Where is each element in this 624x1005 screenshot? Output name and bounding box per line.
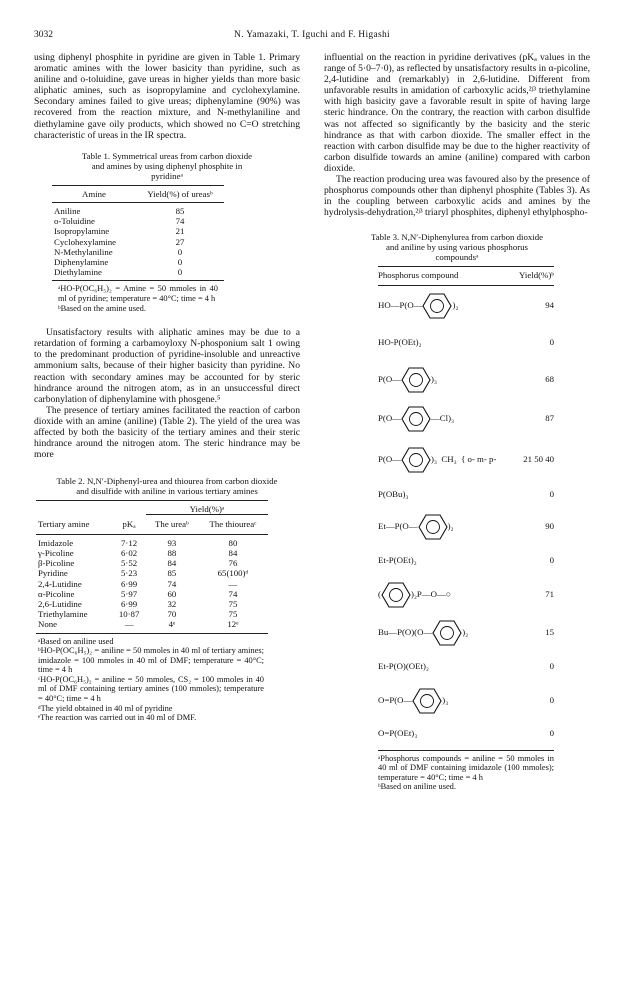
table-header-cell: The thioureaᶜ <box>198 515 268 534</box>
yield-value: 68 <box>545 373 554 384</box>
table-cell: 6·99 <box>121 598 138 609</box>
yield-value: 0 <box>549 660 554 671</box>
yield-value: 15 <box>545 626 554 637</box>
table3-caption: Table 3. N,N′-Diphenylurea from carbon dioxide and aniline by using various phosphorus compoundsᵃ <box>370 232 544 263</box>
table3-rows <box>378 286 554 748</box>
table-cell: o-Toluidine <box>54 216 95 227</box>
phosphorus-compound <box>378 514 454 540</box>
yield-value: 90 <box>545 520 554 531</box>
table-row <box>52 202 224 216</box>
table1-footnote-a: ᵃHO-P(OC₆H₅)₂ = Amine = 50 mmoles in 40 ml of pyridine; temperature = 40°C; time = 4 h <box>58 284 218 303</box>
table-cell: N-Methylaniline <box>54 246 113 257</box>
phosphorus-compound <box>378 582 451 608</box>
phosphorus-compound <box>378 293 458 319</box>
table-cell: 21 <box>175 226 185 237</box>
table-header-row <box>378 266 554 285</box>
compound-prefix: HO-P(OEt)₂ <box>378 336 422 347</box>
phosphorus-compound <box>378 447 496 473</box>
table-cell: 74 <box>175 216 185 227</box>
compound-prefix: P(O— <box>378 373 401 384</box>
table-cell: 76 <box>228 558 238 569</box>
table-header-cell: Tertiary amine <box>36 515 112 534</box>
benzene-ring-icon <box>432 620 462 646</box>
running-head <box>34 30 590 44</box>
table2-footnote: ᶜHO-P(OC₆H₅)₂ = aniline = 50 mmoles, CS₂ = 100 mmoles in 40 ml of DMF containing tertiary amines (100 mmoles); temperature = 40°C; time = 4 h <box>38 674 264 704</box>
paragraph: using diphenyl phosphite in pyridine are given in Table 1. Primary aromatic amines with the lower basicity than pyridine, such as aniline and o-toluidine, gave ureas in higher yields than more basic aliphatic amines, such as isopropylamine and cyclohexylamine. Secondary amines failed to give ureas; diphenylamine (90%) was recovered from the reaction mixture, and N-methylaniline and diethylamine gave oily products, which showed no C=O stretching characteristic of ureas in the IR spectra. <box>34 52 300 141</box>
table-cell: Cyclohexylamine <box>54 236 117 247</box>
table-row <box>36 609 268 619</box>
phosphorus-compound <box>378 728 417 739</box>
table-header-row <box>52 185 224 202</box>
table-row <box>36 548 268 558</box>
compound-suffix: )₂ <box>452 299 459 310</box>
table-row <box>52 257 224 267</box>
table-row <box>52 267 224 281</box>
table-cell: 93 <box>167 537 177 548</box>
compound-prefix: Et-P(OEt)₂ <box>378 554 417 565</box>
table-cell: 7·12 <box>121 537 138 548</box>
table-cell: 74 <box>228 588 238 599</box>
table-cell: 5·23 <box>121 568 138 579</box>
table-cell: 0 <box>177 256 183 267</box>
paragraph: influential on the reaction in pyridine derivatives (pKₐ values in the range of 5·0–7·0), as reflected by unsatisfactory results in α-picoline, 2,4-lutidine and (remarkably) in 2,6-lutidine. Different from unfavorable results in amidation of carboxylic acids,²ʲ³ triethylamine with high basicity gave a favorable result in spite of having large steric hindrance. On the contrary, the reaction with carbon disulfide was not affected so significantly by the basicity and the steric hindrance as that with carbon dioxide. The smaller effect in the reaction with carbon disulfide may be due to the higher reactivity of carbon disulfide towards an amine (aniline) compared with carbon dioxide. <box>324 52 590 174</box>
table-cell: 85 <box>175 205 185 216</box>
table-row <box>52 237 224 247</box>
table-row <box>378 614 554 652</box>
table-row <box>36 558 268 568</box>
table-cell: 5·97 <box>121 588 138 599</box>
benzene-ring-icon <box>401 367 431 393</box>
compound-suffix: )₃ <box>430 373 437 384</box>
table-row <box>378 482 554 508</box>
table-cell: 65(100)ᵈ <box>217 568 249 579</box>
benzene-ring-icon <box>418 514 448 540</box>
yield-value: 87 <box>545 412 554 423</box>
yield-value: 0 <box>549 336 554 347</box>
phosphorus-compound <box>378 661 429 672</box>
benzene-ring-icon <box>381 582 411 608</box>
table-cell: 4ᵉ <box>146 619 198 633</box>
compound-prefix: P(O— <box>378 412 401 423</box>
table3-footnote-a: ᵃPhosphorus compounds = aniline = 50 mmoles in 40 ml of DMF containing imidazole (100 mmoles); temperature = 40°C; time = 4 h <box>378 753 554 782</box>
table-cell: 75 <box>228 609 238 620</box>
table-cell: α-Picoline <box>38 588 75 599</box>
table-row <box>378 682 554 720</box>
benzene-ring-icon <box>401 406 431 432</box>
table-cell: — <box>228 578 238 589</box>
compound-prefix: Et—P(O— <box>378 520 418 531</box>
table-header-cell: The ureaᵇ <box>146 515 198 534</box>
benzene-ring-icon <box>401 447 431 473</box>
yield-value: 21 50 40 <box>523 453 554 464</box>
table2-footnote: ᵇHO-P(OC₆H₅)₂ = aniline = 50 mmoles in 40 ml of tertiary amines; imidazole = 100 mmoles in 40 ml of DMF; temperature = 40°C; time = 4 h <box>38 646 264 675</box>
table-header-cell: pKₐ <box>112 515 146 534</box>
phosphorus-compound <box>378 489 408 500</box>
table-cell: 88 <box>167 547 177 558</box>
left-column <box>34 52 300 723</box>
compound-prefix: Et-P(O)(OEt)₂ <box>378 660 429 671</box>
table3 <box>378 266 554 791</box>
yield-value: 0 <box>549 488 554 499</box>
yield-value: 0 <box>549 727 554 738</box>
table-cell: 84 <box>228 547 238 558</box>
paragraph: The presence of tertiary amines facilitated the reaction of carbon dioxide with an amine (aniline) (Table 2). The yield of the urea was affected by both the basicity of the tertiary amines and their steric hindrance around the nitrogen atom. The steric hindrance may be more <box>34 404 300 461</box>
right-column <box>324 52 590 792</box>
table-row <box>36 589 268 599</box>
table-row <box>378 720 554 748</box>
compound-suffix: )₂ <box>462 626 469 637</box>
table-cell: 70 <box>167 609 177 620</box>
table-row <box>36 599 268 609</box>
table-row <box>36 534 268 548</box>
table-cell: 2,6-Lutidine <box>38 598 82 609</box>
table-cell: 0 <box>177 246 183 257</box>
table-row <box>52 216 224 226</box>
compound-prefix: O=P(OEt)₃ <box>378 727 418 738</box>
table3-footnote-b: ᵇBased on aniline used. <box>378 782 456 792</box>
compound-suffix: )₂P—O—○ <box>410 588 452 599</box>
table2 <box>36 500 268 633</box>
benzene-ring-icon <box>422 293 452 319</box>
table-cell: 12ᵉ <box>198 619 268 633</box>
table-cell: 32 <box>167 598 177 609</box>
authors: N. Yamazaki, T. Iguchi and F. Higashi <box>234 30 390 40</box>
table-row <box>36 568 268 578</box>
table1 <box>52 185 224 282</box>
table-row <box>52 226 224 236</box>
table-row <box>378 652 554 682</box>
table-header-row <box>36 515 268 534</box>
table2-footnote: ᵃBased on aniline used <box>38 636 114 646</box>
table-cell: 2,4-Lutidine <box>38 578 82 589</box>
table-row <box>378 508 554 546</box>
table-cell: 75 <box>228 598 238 609</box>
table-row <box>36 619 268 633</box>
table-row <box>36 579 268 589</box>
compound-prefix: ( <box>378 588 381 599</box>
table-row <box>378 400 554 438</box>
compound-prefix: HO—P(O— <box>378 299 423 310</box>
table-cell: 84 <box>167 558 177 569</box>
table-header-cell: Yield(%)ᵃ <box>146 501 268 515</box>
table-cell: 27 <box>175 236 185 247</box>
paragraph: Unsatisfactory results with aliphatic amines may be due to a retardation of forming a carbamoyloxy N-phosponium salt 1 owing to the predominant production of pyridine-insoluble and unreactive ammonium salts, because of their higher basicity than pyridine. No reaction with secondary amines may be accounted for by steric hindrance around the nitrogen atom, as in an unsuccessful direct carbonylation of diphenylamine with phosgene.⁵ <box>34 327 300 405</box>
table-row <box>378 438 554 482</box>
yield-value: 71 <box>545 588 554 599</box>
yield-value: 0 <box>549 694 554 705</box>
table-header-cell: Amine <box>52 185 136 202</box>
table-row <box>378 546 554 576</box>
table-header-cell: Yield(%) of ureasᵇ <box>136 185 224 202</box>
compound-suffix: —Cl)₃ <box>430 412 455 423</box>
table-cell: 80 <box>228 537 238 548</box>
table2-caption: Table 2. N,N′-Diphenyl-urea and thiourea from carbon dioxide and disulfide with aniline in various tertiary amines <box>56 476 278 497</box>
table-cell: None <box>36 619 112 633</box>
table-cell: 74 <box>167 578 177 589</box>
compound-suffix: )₂ <box>447 520 454 531</box>
table-cell: 5·52 <box>121 558 138 569</box>
phosphorus-compound <box>378 555 417 566</box>
table-cell: γ-Picoline <box>38 547 74 558</box>
compound-suffix: )₃ <box>442 694 449 705</box>
compound-prefix: O=P(O— <box>378 694 413 705</box>
table-header-cell: Phosphorus compound <box>378 270 459 281</box>
compound-prefix: P(O— <box>378 453 401 464</box>
yield-value: 94 <box>545 299 554 310</box>
table-cell: Isopropylamine <box>54 226 110 237</box>
compound-suffix: )₃ CH₃ { o- m- p- <box>430 453 497 464</box>
table-cell: Triethylamine <box>38 609 88 620</box>
phosphorus-compound <box>378 688 448 714</box>
table-cell: 6·99 <box>121 578 138 589</box>
table1-footnote-b: ᵇBased on the amine used. <box>58 303 146 313</box>
table-row <box>378 360 554 400</box>
table-row <box>378 326 554 360</box>
compound-prefix: P(OBu)₃ <box>378 488 409 499</box>
table-row <box>378 286 554 326</box>
table-cell: 10·87 <box>118 609 140 620</box>
table-cell: 60 <box>167 588 177 599</box>
table1-caption: Table 1. Symmetrical ureas from carbon dioxide and amines by using diphenyl phosphite in pyridineᵃ <box>81 150 253 181</box>
table-row <box>378 576 554 614</box>
table-cell: Pyridine <box>38 568 68 579</box>
table-cell: Diethylamine <box>52 267 136 281</box>
table-cell: Imidazole <box>38 537 74 548</box>
table-row <box>52 247 224 257</box>
yield-value: 0 <box>549 554 554 565</box>
phosphorus-compound <box>378 406 454 432</box>
table-header-row <box>36 501 268 515</box>
table-header-cell: Yield(%)ᵇ <box>519 270 554 281</box>
page-number: 3032 <box>34 30 53 40</box>
table-cell: 0 <box>136 267 224 281</box>
table2-footnote: ᵈThe yield obtained in 40 ml of pyridine <box>38 703 173 713</box>
compound-prefix: Bu—P(O)(O— <box>378 626 433 637</box>
paragraph: The reaction producing urea was favoured also by the presence of phosphorus compounds other than diphenyl phosphite (Tables 3). As in the coupling between carboxylic acids and amines by the hydrolysis-dehydration,²ʲ³ triaryl phosphites, diphenyl ethylphospho- <box>324 174 590 219</box>
table-cell: 6·02 <box>121 547 138 558</box>
benzene-ring-icon <box>412 688 442 714</box>
phosphorus-compound <box>378 337 422 348</box>
table-cell: — <box>112 619 146 633</box>
table2-footnote: ᵉThe reaction was carried out in 40 ml of DMF. <box>38 713 197 723</box>
table-cell: 85 <box>167 568 177 579</box>
table-cell: Aniline <box>54 205 81 216</box>
table-cell: β-Picoline <box>38 558 75 569</box>
phosphorus-compound <box>378 367 437 393</box>
phosphorus-compound <box>378 620 468 646</box>
table-cell: Diphenylamine <box>54 256 109 267</box>
